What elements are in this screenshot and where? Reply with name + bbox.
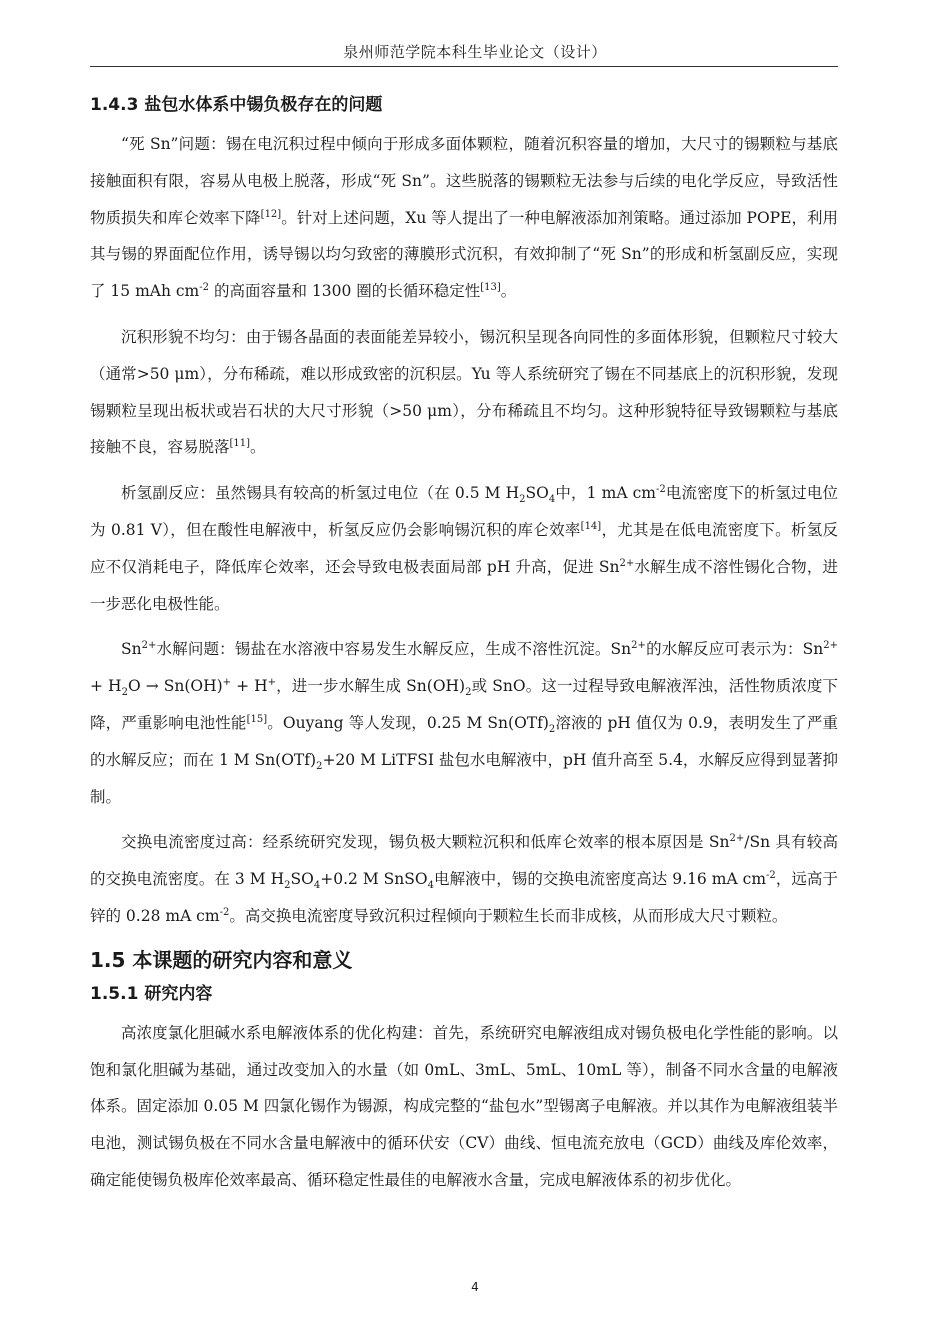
paragraph-dead-sn: “死 Sn”问题：锡在电沉积过程中倾向于形成多面体颗粒，随着沉积容量的增加，大尺寸的锡颗粒与基底接触面积有限，容易从电极上脱落，形成“死 Sn”。这些脱落的锡颗粒无法参与后续的电化学反应，导致活性物质损失和库仑效率下降[12]。针对上述问题，Xu 等人提出了一种电解液添加剂策略。通过添加 POPE，利用其与锡的界面配位作用，诱导锡以均匀致密的薄膜形式沉积，有效抑制了“死 Sn”的形成和析氢副反应，实现了 15 mAh $cm^{-2}$ 的高面容量和 1300 圈的长循环稳定性[13]。 xyxy=(90,135,838,301)
page-number: 4 xyxy=(471,1280,479,1294)
paragraph-research-content: 高浓度氯化胆碱水系电解液体系的优化构建：首先，系统研究电解液组成对锡负极电化学性能的影响。以饱和氯化胆碱为基础，通过改变加入的水量（如 0mL、3mL、5mL、10mL 等），制备不同水含量的电解液体系。固定添加 0.05 M 四氯化锡作为锡源，构成完整的“盐包水”型锡离子电解液。并以其作为电解液组装半电池，测试锡负极在不同水含量电解液中的循环伏安（CV）曲线、恒电流充放电（GCD）曲线及库伦效率，确定能使锡负极库伦效率最高、循环稳定性最佳的电解液水含量，完成电解液体系的初步优化。 xyxy=(90,1023,838,1189)
paragraph-hydrogen-evolution: 析氢副反应：虽然锡具有较高的析氢过电位（在 0.5 M $H_2SO_4$中，1 mA $cm^{-2}$电流密度下的析氢过电位为 0.81 V），但在酸性电解液中，析氢反应仍会影响锡沉积的库仑效率[14]，尤其是在低电流密度下。析氢反应不仅消耗电子，降低库仑效率，还会导致电极表面局部 pH 升高，促进 $Sn^{2+}$水解生成不溶性锡化合物，进一步恶化电极性能。 xyxy=(90,484,838,613)
citation-13: [13] xyxy=(480,282,501,294)
section-heading-1-4-3: 1.4.3 盐包水体系中锡负极存在的问题 xyxy=(90,95,383,115)
document-body xyxy=(90,92,838,1208)
citation-15: [15] xyxy=(246,713,268,725)
page-header-title: 泉州师范学院本科生毕业论文（设计） xyxy=(343,43,607,61)
citation-14: [14] xyxy=(580,520,602,532)
section-heading-1-5-1: 1.5.1 研究内容 xyxy=(90,983,213,1004)
header-divider xyxy=(90,66,838,67)
paragraph-hydrolysis: $Sn^{2+}$水解问题：锡盐在水溶液中容易发生水解反应，生成不溶性沉淀。$Sn^{2+}$的水解反应可表示为：$Sn^{2+} + H_2O \to Sn(OH)^+ + H^+$，进一步水解生成 $Sn(OH)_2$或 SnO。这一过程导致电解液浑浊，活性物质浓度下降，严重影响电池性能[15]。Ouyang 等人发现，0.25 M $Sn(OTf)_2$溶液的 pH 值仅为 0.9，表明发生了严重的水解反应；而在 1 M $Sn(OTf)_2+20$ M LiTFSI 盐包水电解液中，pH 值升高至 5.4，水解反应得到显著抑制。 xyxy=(90,640,839,806)
citation-11: [11] xyxy=(229,438,251,450)
paragraph-deposition-morphology: 沉积形貌不均匀：由于锡各晶面的表面能差异较小，锡沉积呈现各向同性的多面体形貌，但颗粒尺寸较大（通常>50 μm），分布稀疏，难以形成致密的沉积层。Yu 等人系统研究了锡在不同基底上的沉积形貌，发现锡颗粒呈现出板状或岩石状的大尺寸形貌（>50 μm），分布稀疏且不均匀。这种形貌特征导致锡颗粒与基底接触不良，容易脱落[11]。 xyxy=(90,327,838,457)
section-heading-1-5: 1.5 本课题的研究内容和意义 xyxy=(90,947,353,972)
citation-12: [12] xyxy=(260,208,282,220)
paragraph-exchange-current: 交换电流密度过高：经系统研究发现，锡负极大颗粒沉积和低库仑效率的根本原因是 $Sn^{2+}/Sn$ 具有较高的交换电流密度。在 3 M $H_2SO_4+0.2$ M SnSO$_4$电解液中，锡的交换电流密度高达 9.16 mA $cm^{-2}$，远高于锌的 0.28 mA $cm^{-2}$。高交换电流密度导致沉积过程倾向于颗粒生长而非成核，从而形成大尺寸颗粒。 xyxy=(90,833,838,925)
